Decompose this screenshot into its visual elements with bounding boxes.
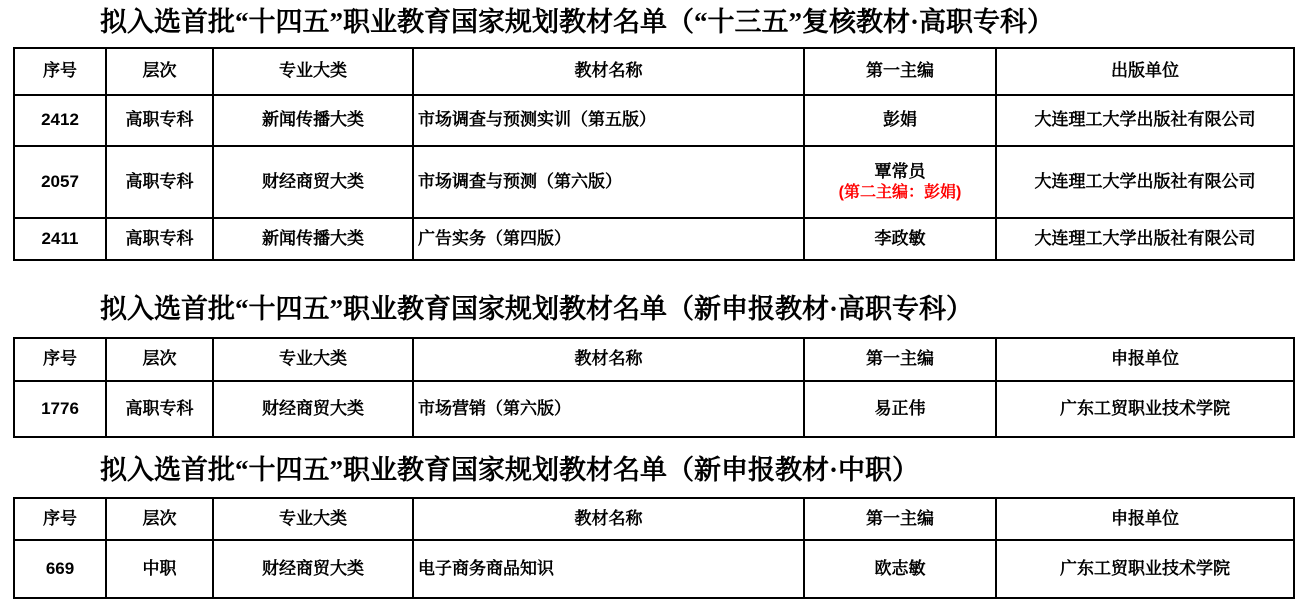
cell-first-editor <box>804 95 996 146</box>
table-header-row <box>14 338 1294 381</box>
cell-first-editor <box>804 381 996 437</box>
editor-name: 覃常员 <box>874 161 926 181</box>
header-cell: 层次 <box>106 498 213 540</box>
cell-textbook-name: 市场调查与预测实训（第五版） <box>413 95 804 146</box>
header-cell: 教材名称 <box>413 498 804 540</box>
editor-name: 彭娟 <box>883 110 917 130</box>
cell-level: 高职专科 <box>106 218 213 260</box>
cell-level: 高职专科 <box>106 95 213 146</box>
header-cell: 序号 <box>14 338 106 381</box>
cell-unit: 大连理工大学出版社有限公司 <box>996 95 1294 146</box>
table-body <box>14 540 1294 598</box>
cell-unit: 大连理工大学出版社有限公司 <box>996 146 1294 218</box>
table-row <box>14 218 1294 260</box>
header-cell: 专业大类 <box>213 48 413 95</box>
cell-first-editor <box>804 146 996 218</box>
header-cell: 层次 <box>106 48 213 95</box>
cell-textbook-name: 电子商务商品知识 <box>413 540 804 598</box>
second-editor-note: (第二主编：彭娟) <box>838 183 962 201</box>
table-section <box>0 294 1302 438</box>
cell-unit: 广东工贸职业技术学院 <box>996 381 1294 437</box>
cell-first-editor <box>804 540 996 598</box>
editor-name: 李政敏 <box>874 228 926 248</box>
cell-textbook-name: 市场调查与预测（第六版） <box>413 146 804 218</box>
header-cell: 专业大类 <box>213 338 413 381</box>
header-cell: 出版单位 <box>996 48 1294 95</box>
editor-name: 易正伟 <box>874 398 926 418</box>
cell-serial-number: 669 <box>14 540 106 598</box>
cell-unit: 广东工贸职业技术学院 <box>996 540 1294 598</box>
section-title: 拟入选首批“十四五”职业教育国家规划教材名单（新申报教材·高职专科） <box>100 294 974 324</box>
cell-major-category: 新闻传播大类 <box>213 95 413 146</box>
materials-table <box>13 497 1295 599</box>
cell-serial-number: 2057 <box>14 146 106 218</box>
header-cell: 第一主编 <box>804 498 996 540</box>
table-body <box>14 95 1294 260</box>
cell-major-category: 财经商贸大类 <box>213 146 413 218</box>
table-header-row <box>14 48 1294 95</box>
materials-table <box>13 47 1295 261</box>
cell-major-category: 财经商贸大类 <box>213 540 413 598</box>
materials-table <box>13 337 1295 438</box>
table-body <box>14 381 1294 437</box>
cell-textbook-name: 广告实务（第四版） <box>413 218 804 260</box>
cell-serial-number: 1776 <box>14 381 106 437</box>
header-cell: 教材名称 <box>413 48 804 95</box>
table-row <box>14 381 1294 437</box>
cell-unit: 大连理工大学出版社有限公司 <box>996 218 1294 260</box>
cell-serial-number: 2412 <box>14 95 106 146</box>
header-cell: 专业大类 <box>213 498 413 540</box>
cell-level: 高职专科 <box>106 381 213 437</box>
cell-major-category: 财经商贸大类 <box>213 381 413 437</box>
header-cell: 第一主编 <box>804 338 996 381</box>
section-title: 拟入选首批“十四五”职业教育国家规划教材名单（新申报教材·中职） <box>100 455 920 485</box>
cell-major-category: 新闻传播大类 <box>213 218 413 260</box>
header-cell: 申报单位 <box>996 498 1294 540</box>
header-cell: 层次 <box>106 338 213 381</box>
section-title: 拟入选首批“十四五”职业教育国家规划教材名单（“十三五”复核教材·高职专科） <box>100 7 1055 37</box>
cell-level: 中职 <box>106 540 213 598</box>
header-cell: 申报单位 <box>996 338 1294 381</box>
cell-level: 高职专科 <box>106 146 213 218</box>
table-section <box>0 455 1302 599</box>
table-row <box>14 95 1294 146</box>
header-cell: 序号 <box>14 498 106 540</box>
header-cell: 序号 <box>14 48 106 95</box>
header-cell: 第一主编 <box>804 48 996 95</box>
table-header-row <box>14 498 1294 540</box>
table-row <box>14 146 1294 218</box>
editor-name: 欧志敏 <box>874 558 926 578</box>
table-row <box>14 540 1294 598</box>
table-section <box>0 0 1302 261</box>
header-cell: 教材名称 <box>413 338 804 381</box>
cell-textbook-name: 市场营销（第六版） <box>413 381 804 437</box>
cell-serial-number: 2411 <box>14 218 106 260</box>
cell-first-editor <box>804 218 996 260</box>
